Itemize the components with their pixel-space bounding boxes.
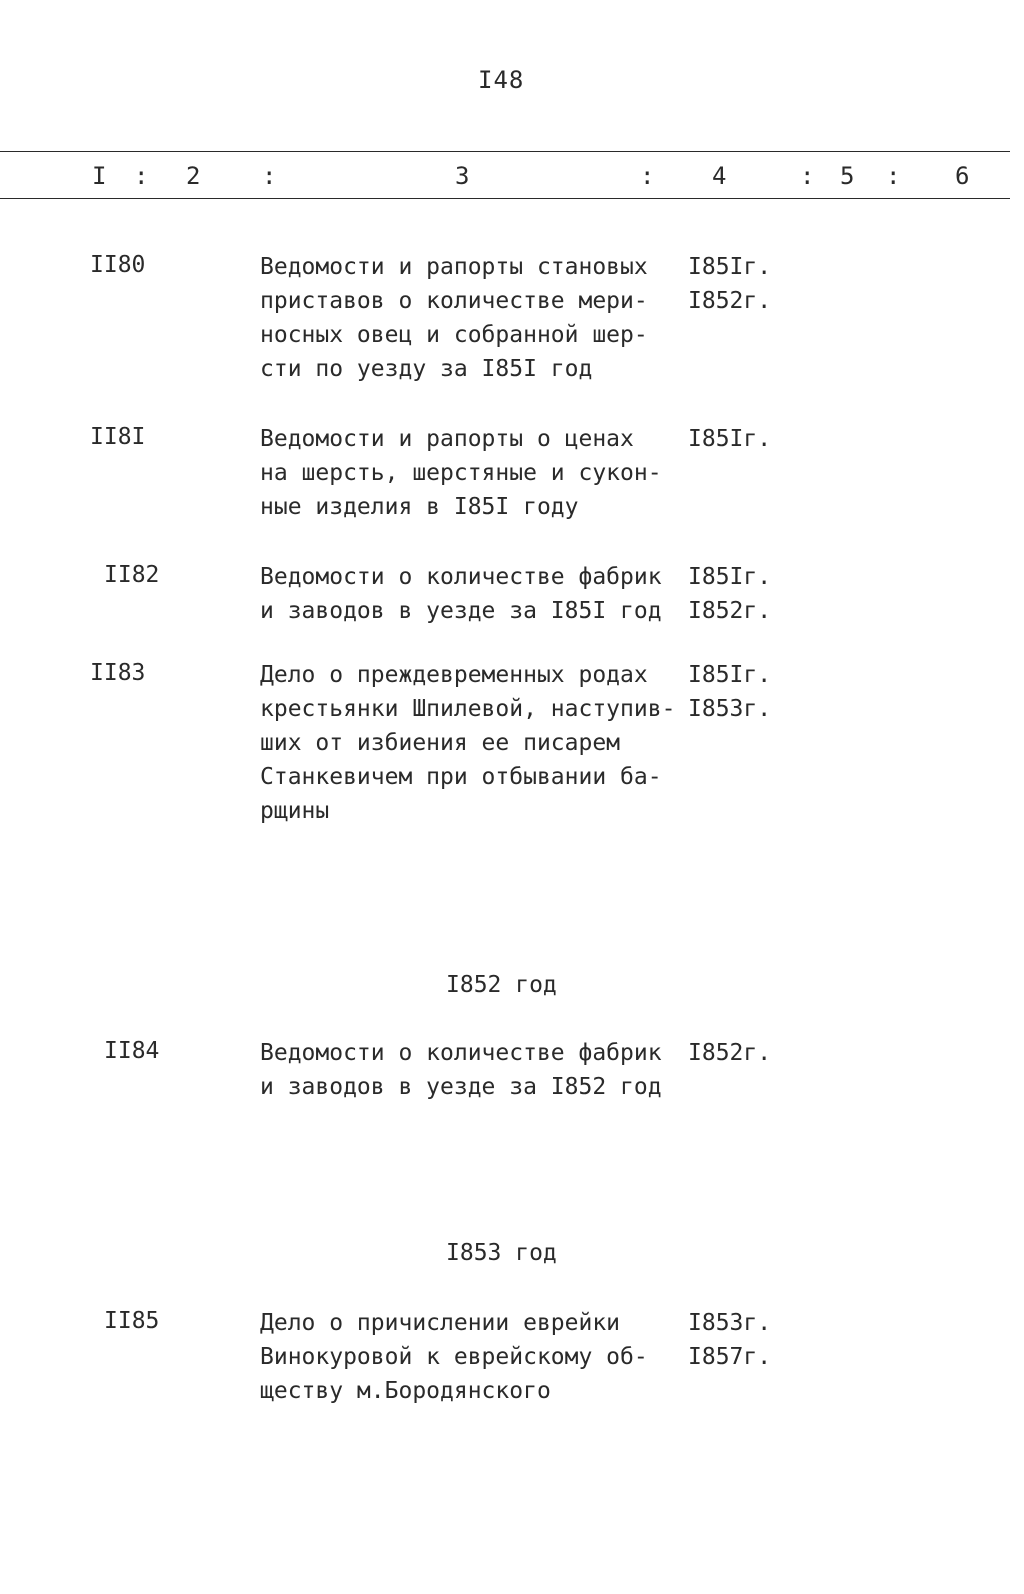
entry-number: II82: [104, 562, 160, 588]
entry-date-start: I85Iг.: [688, 426, 772, 452]
year-heading-1852: I852 год: [446, 972, 557, 998]
entry-title-line: рщины: [260, 798, 330, 824]
col-head-sep-5: :: [886, 162, 901, 190]
entry-title-line: Станкевичем при отбывании ба-: [260, 764, 662, 790]
entry-number: II85: [104, 1308, 160, 1334]
entry-date-end: I852г.: [688, 598, 772, 624]
entry-date-end: I853г.: [688, 696, 772, 722]
col-head-4: 4: [712, 162, 727, 190]
header-rule-top: [0, 151, 1010, 152]
entry-title-line: Ведомости и рапорты о ценах: [260, 426, 634, 452]
entry-title-line: на шерсть, шерстяные и сукон-: [260, 460, 662, 486]
entry-date-end: I852г.: [688, 288, 772, 314]
year-heading-1853: I853 год: [446, 1240, 557, 1266]
entry-title-line: Ведомости о количестве фабрик: [260, 1040, 662, 1066]
entry-title-line: ные изделия в I85I году: [260, 494, 579, 520]
col-head-sep-1: :: [134, 162, 149, 190]
page-number: I48: [478, 66, 525, 94]
entry-title-line: ществу м.Бородянского: [260, 1378, 551, 1404]
entry-title-line: носных овец и собранной шер-: [260, 322, 648, 348]
col-head-5: 5: [840, 162, 855, 190]
entry-number: II80: [90, 252, 146, 278]
entry-title-line: Ведомости о количестве фабрик: [260, 564, 662, 590]
entry-title-line: Ведомости и рапорты становых: [260, 254, 648, 280]
entry-title-line: Винокуровой к еврейскому об-: [260, 1344, 648, 1370]
entry-title-line: и заводов в уезде за I85I год: [260, 598, 662, 624]
entry-date-start: I85Iг.: [688, 254, 772, 280]
entry-title-line: Дело о преждевременных родах: [260, 662, 648, 688]
entry-date-end: I857г.: [688, 1344, 772, 1370]
col-head-6: 6: [955, 162, 970, 190]
entry-title-line: и заводов в уезде за I852 год: [260, 1074, 662, 1100]
col-head-sep-4: :: [800, 162, 815, 190]
entry-title-line: ших от избиения ее писарем: [260, 730, 621, 756]
entry-number: II83: [90, 660, 146, 686]
col-head-2: 2: [186, 162, 201, 190]
entry-title-line: сти по уезду за I85I год: [260, 356, 593, 382]
entry-date-start: I85Iг.: [688, 662, 772, 688]
entry-date-start: I852г.: [688, 1040, 772, 1066]
col-head-sep-2: :: [262, 162, 277, 190]
entry-date-start: I853г.: [688, 1310, 772, 1336]
header-rule-bottom: [0, 198, 1010, 199]
entry-number: II8I: [90, 424, 146, 450]
entry-number: II84: [104, 1038, 160, 1064]
col-head-sep-3: :: [640, 162, 655, 190]
col-head-3: 3: [455, 162, 470, 190]
entry-title-line: Дело о причислении еврейки: [260, 1310, 621, 1336]
entry-date-start: I85Iг.: [688, 564, 772, 590]
col-head-1: I: [92, 162, 107, 190]
entry-title-line: крестьянки Шпилевой, наступив-: [260, 696, 676, 722]
entry-title-line: приставов о количестве мери-: [260, 288, 648, 314]
